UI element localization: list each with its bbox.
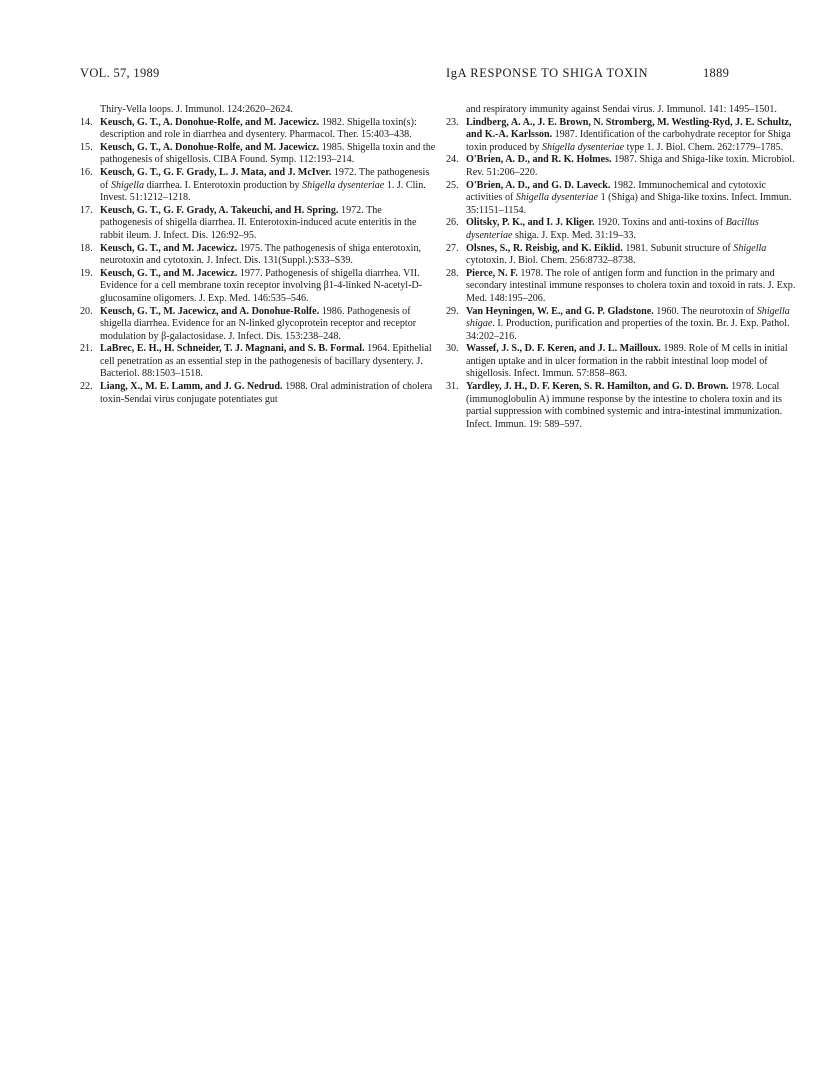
- reference-italic-term: Bacillus dysenteriae: [466, 217, 759, 241]
- reference-text: Toxins and anti-toxins of: [622, 217, 726, 229]
- reference-text: cytotoxin. J. Biol. Chem. 256:8732–8738.: [466, 255, 636, 267]
- reference-authors: Liang, X., M. E. Lamm, and J. G. Nedrud.: [100, 381, 283, 393]
- reference-authors: O'Brien, A. D., and R. K. Holmes.: [466, 154, 612, 166]
- reference-year: 1981.: [625, 242, 649, 254]
- reference-list-left: [80, 117, 436, 407]
- reference-year: 1960.: [656, 305, 679, 317]
- reference-italic-term: Shigella shigae: [466, 305, 790, 330]
- reference-year: 1987.: [554, 129, 578, 141]
- reference-authors: Olitsky, P. K., and I. J. Kliger.: [466, 217, 595, 229]
- left-column: [80, 104, 436, 406]
- reference-year: 1982.: [612, 179, 636, 191]
- reference-year: 1978.: [731, 381, 754, 393]
- reference-text: The pathogenesis of shigella diarrhea. II. Enterotoxin-induced acute enteritis in the rabbit ileum. J. Infect. Dis. 126:92–95.: [100, 204, 417, 241]
- reference-italic-term: Shigella: [110, 179, 145, 191]
- reference-text: Oral administration of cholera toxin-Sendai virus conjugate potentiates gut: [100, 381, 433, 405]
- reference-text: . I. Production, purification and properties of the toxin. Br. J. Exp. Pathol. 34:202–216.: [466, 318, 790, 342]
- reference-number: 14.: [80, 116, 93, 128]
- reference-entry: [80, 117, 436, 142]
- reference-authors: Lindberg, A. A., J. E. Brown, N. Stromberg, M. Westling-Ryd, J. E. Schultz, and K.-A. Karlsson.: [466, 116, 792, 141]
- reference-entry: [446, 217, 804, 242]
- reference-text: Pathogenesis of shigella diarrhea. VII. Evidence for a cell membrane toxin receptor involving β1-4-linked N-acetyl-D-glucosamine oligomers. J. Exp. Med. 146:535–546.: [100, 267, 423, 304]
- reference-continuation: Thiry-Vella loops. J. Immunol. 124:2620–2624.: [100, 104, 293, 115]
- reference-year: 1985.: [321, 141, 345, 153]
- reference-text: 1 (Shiga) and Shiga-like toxins. Infect. Immun. 35:1151–1154.: [466, 192, 792, 216]
- reference-year: 1975.: [239, 242, 263, 254]
- reference-authors: O'Brien, A. D., and G. D. Laveck.: [466, 179, 611, 191]
- reference-text: 1. J. Clin. Invest. 51:1212–1218.: [100, 179, 426, 204]
- reference-year: 1989.: [663, 343, 687, 355]
- reference-number: 31.: [446, 381, 459, 393]
- reference-entry: [446, 243, 804, 268]
- reference-entry: [446, 180, 804, 218]
- reference-number: 30.: [446, 343, 459, 355]
- reference-year: 1972.: [333, 166, 357, 178]
- reference-number: 18.: [80, 242, 93, 254]
- reference-text: shiga. J. Exp. Med. 31:19–33.: [512, 229, 636, 241]
- reference-authors: Wassef, J. S., D. F. Keren, and J. L. Mailloux.: [466, 343, 661, 355]
- reference-italic-term: Shigella dysenteriae: [515, 192, 599, 204]
- reference-text: Immunochemical and cytotoxic activities of: [466, 179, 767, 204]
- right-column: [446, 104, 804, 431]
- reference-list-right: [446, 117, 804, 432]
- reference-entry: [446, 154, 804, 179]
- reference-entry: [80, 343, 436, 381]
- reference-number: 25.: [446, 179, 459, 191]
- reference-authors: Keusch, G. T., A. Donohue-Rolfe, and M. Jacewicz.: [100, 116, 320, 128]
- reference-year: 1972.: [341, 204, 364, 216]
- reference-year: 1978.: [520, 267, 544, 279]
- reference-text: The pathogenesis of: [100, 166, 430, 191]
- reference-number: 16.: [80, 166, 93, 178]
- reference-number: 21.: [80, 343, 93, 355]
- reference-number: 23.: [446, 116, 459, 128]
- reference-authors: Keusch, G. T., G. F. Grady, L. J. Mata, and J. McIver.: [100, 166, 332, 178]
- reference-authors: Keusch, G. T., M. Jacewicz, and A. Donohue-Rolfe.: [100, 305, 320, 317]
- reference-entry: [80, 243, 436, 268]
- reference-number: 19.: [80, 267, 93, 279]
- reference-authors: LaBrec, E. H., H. Schneider, T. J. Magnani, and S. B. Formal.: [100, 343, 365, 355]
- reference-entry: [446, 343, 804, 381]
- reference-text: diarrhea. I. Enterotoxin production by: [144, 179, 303, 191]
- reference-number: 24.: [446, 154, 459, 166]
- reference-number: 15.: [80, 141, 93, 153]
- reference-entry: [80, 167, 436, 205]
- reference-year: 1988.: [285, 381, 308, 393]
- reference-entry: [446, 117, 804, 155]
- reference-entry: [446, 306, 804, 344]
- reference-number: 29.: [446, 305, 459, 317]
- reference-authors: Olsnes, S., R. Reisbig, and K. Eiklid.: [466, 242, 623, 254]
- reference-entry: [80, 306, 436, 344]
- reference-authors: Van Heyningen, W. E., and G. P. Gladstone.: [466, 305, 654, 317]
- reference-authors: Keusch, G. T., and M. Jacewicz.: [100, 242, 238, 254]
- reference-text: Shigella toxin(s): description and role in diarrhea and dysentery. Pharmacol. Ther. 15:403–438.: [100, 116, 417, 141]
- reference-authors: Yardley, J. H., D. F. Keren, S. R. Hamilton, and G. D. Brown.: [466, 381, 729, 393]
- reference-authors: Keusch, G. T., and M. Jacewicz.: [100, 267, 238, 279]
- reference-number: 20.: [80, 305, 93, 317]
- reference-year: 1964.: [367, 343, 390, 355]
- reference-italic-term: Shigella dysenteriae: [541, 141, 625, 153]
- reference-text: Shigella toxin and the pathogenesis of shigellosis. CIBA Found. Symp. 112:193–214.: [100, 141, 436, 166]
- reference-entry: [80, 142, 436, 167]
- reference-text: Role of M cells in initial antigen uptake and in ulcer formation in the rabbit intestinal loop model of shigellosis. Infect. Immun. 57:858–863.: [466, 343, 788, 380]
- reference-entry: [80, 381, 436, 406]
- running-header-volume: VOL. 57, 1989: [80, 66, 160, 80]
- reference-year: 1986.: [321, 305, 345, 317]
- reference-continuation: and respiratory immunity against Sendai virus. J. Immunol. 141: 1495–1501.: [466, 104, 777, 115]
- reference-text: The role of antigen form and function in the primary and secondary intestinal immune responses to cholera toxin and toxoid in rats. J. Exp. Med. 148:195–206.: [466, 267, 796, 304]
- reference-authors: Pierce, N. F.: [466, 267, 518, 279]
- reference-authors: Keusch, G. T., A. Donohue-Rolfe, and M. Jacewicz.: [100, 141, 320, 153]
- reference-text: The neurotoxin of: [681, 305, 757, 317]
- reference-italic-term: Shigella: [733, 242, 767, 254]
- reference-text: Shiga and Shiga-like toxin. Microbiol. Rev. 51:206–220.: [466, 154, 795, 178]
- reference-entry: [446, 268, 804, 306]
- running-header-title: IgA RESPONSE TO SHIGA TOXIN: [446, 66, 649, 80]
- reference-number: 17.: [80, 204, 93, 216]
- reference-year: 1977.: [239, 267, 263, 279]
- reference-year: 1920.: [597, 217, 620, 229]
- reference-entry: [446, 381, 804, 431]
- reference-text: type 1. J. Biol. Chem. 262:1779–1785.: [624, 141, 784, 153]
- reference-text: Subunit structure of: [650, 242, 734, 254]
- reference-year: 1982.: [321, 116, 345, 128]
- reference-number: 26.: [446, 217, 459, 229]
- reference-italic-term: Shigella dysenteriae: [302, 179, 385, 191]
- reference-text: Pathogenesis of shigella diarrhea. Evidence for an N-linked glycoprotein receptor and receptor modulation by β-galactosidase. J. Infect. Dis. 153:238–248.: [100, 305, 417, 342]
- reference-year: 1987.: [614, 154, 637, 166]
- reference-text: Identification of the carbohydrate receptor for Shiga toxin produced by: [466, 129, 791, 153]
- reference-text: The pathogenesis of shiga enterotoxin, neurotoxin and cytotoxin. J. Infect. Dis. 131(Suppl.):S33–S39.: [100, 242, 422, 267]
- reference-entry: [80, 205, 436, 243]
- reference-number: 28.: [446, 267, 459, 279]
- reference-entry: [80, 268, 436, 306]
- reference-number: 27.: [446, 242, 459, 254]
- reference-number: 22.: [80, 381, 93, 393]
- page-number: 1889: [703, 66, 730, 80]
- reference-authors: Keusch, G. T., G. F. Grady, A. Takeuchi, and H. Spring.: [100, 204, 339, 216]
- reference-text: Epithelial cell penetration as an essential step in the pathogenesis of bacillary dysentery. J. Bacteriol. 88:1503–1518.: [100, 343, 432, 380]
- reference-text: Local (immunoglobulin A) immune response by the intestine to cholera toxin and its partial suppression with combined systemic and intra-intestinal immunization. Infect. Immun. 19: 589–597.: [466, 381, 783, 430]
